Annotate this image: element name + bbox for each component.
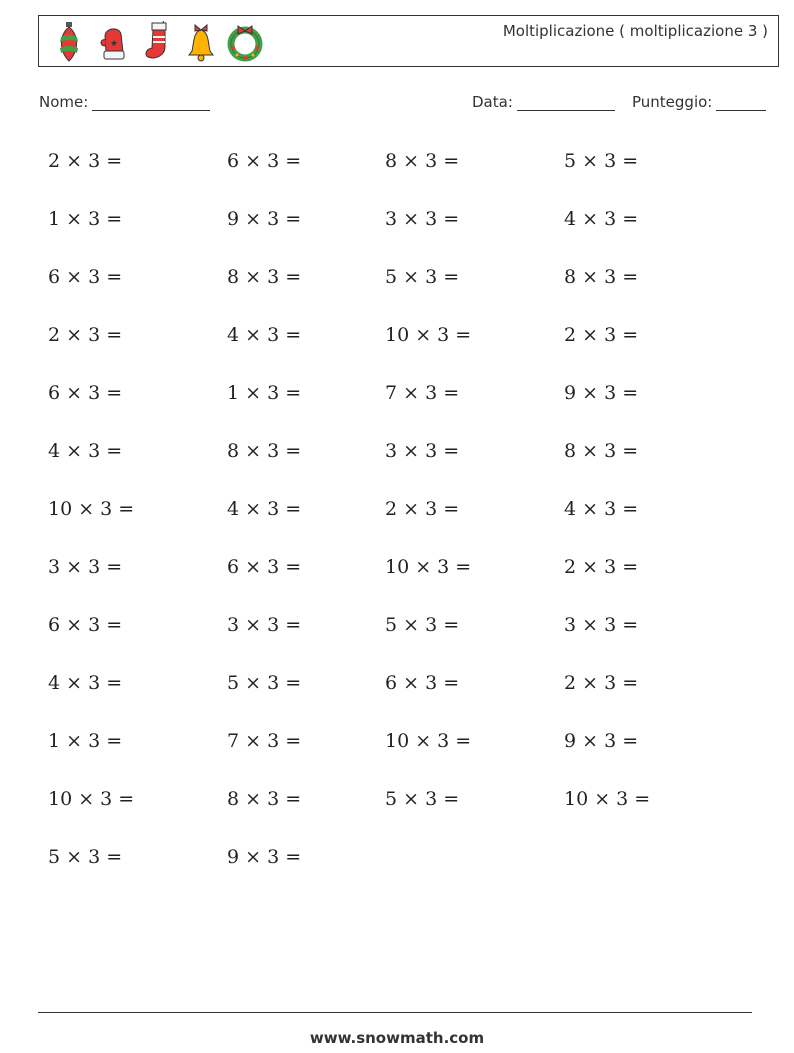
- problem-r5-c2: 1 × 3 =: [227, 382, 302, 404]
- problem-r12-c2: 8 × 3 =: [227, 788, 302, 810]
- problem-r3-c3: 5 × 3 =: [385, 266, 460, 288]
- svg-text:★: ★: [109, 39, 119, 49]
- worksheet-title: Moltiplicazione ( moltiplicazione 3 ): [502, 22, 768, 40]
- problem-r9-c4: 3 × 3 =: [564, 614, 639, 636]
- problem-r4-c2: 4 × 3 =: [227, 324, 302, 346]
- problem-r13-c2: 9 × 3 =: [227, 846, 302, 868]
- problem-r12-c3: 5 × 3 =: [385, 788, 460, 810]
- problem-r1-c2: 6 × 3 =: [227, 150, 302, 172]
- problem-r3-c1: 6 × 3 =: [48, 266, 123, 288]
- problem-r12-c1: 10 × 3 =: [48, 788, 135, 810]
- problem-r1-c1: 2 × 3 =: [48, 150, 123, 172]
- problem-r3-c4: 8 × 3 =: [564, 266, 639, 288]
- problem-r7-c2: 4 × 3 =: [227, 498, 302, 520]
- problem-r9-c1: 6 × 3 =: [48, 614, 123, 636]
- problem-r4-c3: 10 × 3 =: [385, 324, 472, 346]
- problem-r11-c1: 1 × 3 =: [48, 730, 123, 752]
- problem-r13-c1: 5 × 3 =: [48, 846, 123, 868]
- date-label: Data:: [472, 93, 513, 111]
- problem-r11-c2: 7 × 3 =: [227, 730, 302, 752]
- problem-r6-c2: 8 × 3 =: [227, 440, 302, 462]
- problem-r8-c4: 2 × 3 =: [564, 556, 639, 578]
- problem-r10-c1: 4 × 3 =: [48, 672, 123, 694]
- problem-r2-c1: 1 × 3 =: [48, 208, 123, 230]
- problem-r9-c3: 5 × 3 =: [385, 614, 460, 636]
- problem-r2-c3: 3 × 3 =: [385, 208, 460, 230]
- problem-r5-c3: 7 × 3 =: [385, 382, 460, 404]
- footer-website: www.snowmath.com: [309, 1029, 485, 1047]
- problem-r3-c2: 8 × 3 =: [227, 266, 302, 288]
- problem-r2-c2: 9 × 3 =: [227, 208, 302, 230]
- problem-r10-c3: 6 × 3 =: [385, 672, 460, 694]
- problem-r2-c4: 4 × 3 =: [564, 208, 639, 230]
- score-label: Punteggio:: [632, 93, 713, 111]
- problem-r8-c3: 10 × 3 =: [385, 556, 472, 578]
- problem-r7-c4: 4 × 3 =: [564, 498, 639, 520]
- problem-r9-c2: 3 × 3 =: [227, 614, 302, 636]
- problem-r8-c2: 6 × 3 =: [227, 556, 302, 578]
- problem-r4-c4: 2 × 3 =: [564, 324, 639, 346]
- problem-r5-c4: 9 × 3 =: [564, 382, 639, 404]
- problem-r8-c1: 3 × 3 =: [48, 556, 123, 578]
- problem-r11-c4: 9 × 3 =: [564, 730, 639, 752]
- problem-r1-c3: 8 × 3 =: [385, 150, 460, 172]
- footer-divider: [38, 1012, 752, 1013]
- problem-r6-c1: 4 × 3 =: [48, 440, 123, 462]
- name-label: Nome:: [39, 93, 89, 111]
- problem-r6-c3: 3 × 3 =: [385, 440, 460, 462]
- problem-r10-c2: 5 × 3 =: [227, 672, 302, 694]
- problem-r5-c1: 6 × 3 =: [48, 382, 123, 404]
- problem-r6-c4: 8 × 3 =: [564, 440, 639, 462]
- problem-r11-c3: 10 × 3 =: [385, 730, 472, 752]
- problem-r7-c3: 2 × 3 =: [385, 498, 460, 520]
- problem-r7-c1: 10 × 3 =: [48, 498, 135, 520]
- problem-r4-c1: 2 × 3 =: [48, 324, 123, 346]
- problem-r10-c4: 2 × 3 =: [564, 672, 639, 694]
- problem-r1-c4: 5 × 3 =: [564, 150, 639, 172]
- problem-r12-c4: 10 × 3 =: [564, 788, 651, 810]
